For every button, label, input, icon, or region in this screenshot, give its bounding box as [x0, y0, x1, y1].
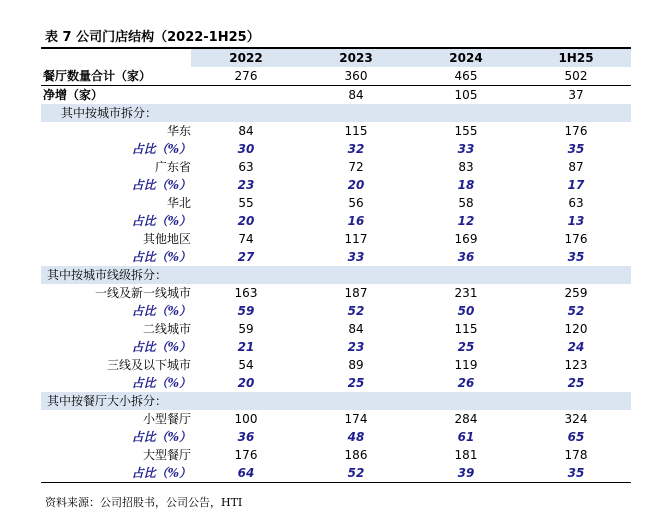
table-row	[41, 86, 631, 105]
value-cell: 59	[237, 304, 255, 318]
value-cell: 52	[567, 304, 585, 318]
value-cell: 52	[347, 304, 365, 318]
row-label: 广东省	[154, 160, 191, 174]
section-header-row	[41, 104, 631, 122]
store-structure-table	[41, 49, 631, 483]
row-label: 占比（%）	[41, 464, 191, 483]
value-cell: 84	[348, 322, 364, 336]
row-label: 占比（%）	[131, 340, 191, 354]
value-cell: 25	[457, 340, 475, 354]
value-cell: 16	[347, 214, 365, 228]
value-cell: 123	[564, 358, 588, 372]
value-cell: 35	[567, 142, 585, 156]
value-cell: 187	[344, 286, 368, 300]
value-cell: 84	[348, 88, 364, 102]
value-cell: 18	[457, 178, 475, 192]
value-cell: 56	[348, 196, 364, 210]
value-cell: 24	[567, 340, 585, 354]
row-label: 二线城市	[142, 322, 191, 336]
table-row	[41, 320, 631, 338]
table-row	[41, 356, 631, 374]
row-label: 占比（%）	[131, 376, 191, 390]
value-cell: 105	[454, 88, 478, 102]
value-cell: 65	[567, 430, 585, 444]
row-label: 其他地区	[142, 232, 191, 246]
value-cell: 174	[344, 412, 368, 426]
value-cell: 117	[344, 232, 368, 246]
table-row	[41, 248, 631, 266]
value-cell: 176	[564, 232, 588, 246]
row-label: 占比（%）	[131, 250, 191, 264]
value-cell: 23	[237, 178, 255, 192]
value-cell: 20	[347, 178, 365, 192]
value-cell: 52	[301, 464, 411, 483]
value-cell: 59	[238, 322, 254, 336]
value-cell: 21	[237, 340, 255, 354]
value-cell: 12	[457, 214, 475, 228]
value-cell: 465	[411, 67, 521, 86]
value-cell: 63	[568, 196, 584, 210]
table-row	[41, 428, 631, 446]
value-cell: 176	[234, 448, 258, 462]
section-title: 其中按餐厅大小拆分：	[41, 392, 631, 410]
row-label: 占比（%）	[131, 430, 191, 444]
column-header: 1H25	[521, 49, 631, 67]
table-row	[41, 122, 631, 140]
row-label: 大型餐厅	[142, 448, 191, 462]
table-row	[41, 464, 631, 483]
table-row	[41, 410, 631, 428]
value-cell: 25	[567, 376, 585, 390]
table-row	[41, 374, 631, 392]
column-header: 2023	[301, 49, 411, 67]
table-row	[41, 230, 631, 248]
value-cell: 169	[454, 232, 478, 246]
row-label: 占比（%）	[131, 304, 191, 318]
table-row	[41, 194, 631, 212]
table-row	[41, 446, 631, 464]
table-row	[41, 338, 631, 356]
row-label: 华东	[166, 124, 191, 138]
value-cell: 17	[567, 178, 585, 192]
row-label: 占比（%）	[131, 214, 191, 228]
value-cell: 83	[458, 160, 474, 174]
value-cell: 20	[237, 376, 255, 390]
row-label: 净增（家）	[43, 88, 104, 102]
value-cell: 259	[564, 286, 588, 300]
row-label: 占比（%）	[131, 178, 191, 192]
value-cell: 89	[348, 358, 364, 372]
table-title: 表 7 公司门店结构（2022-1H25）	[45, 30, 260, 45]
value-cell: 178	[564, 448, 588, 462]
value-cell: 39	[411, 464, 521, 483]
section-title: 其中按城市拆分：	[41, 104, 631, 122]
value-cell: 33	[347, 250, 365, 264]
value-cell: 27	[237, 250, 255, 264]
value-cell: 72	[348, 160, 364, 174]
value-cell: 61	[457, 430, 475, 444]
table-row	[41, 176, 631, 194]
header-corner	[41, 49, 191, 67]
value-cell: 87	[568, 160, 584, 174]
value-cell: 35	[567, 250, 585, 264]
value-cell: 155	[454, 124, 478, 138]
value-cell: 63	[238, 160, 254, 174]
value-cell: 284	[454, 412, 478, 426]
source-note: 资料来源：公司招股书，公司公告，HTI	[45, 496, 243, 509]
value-cell: 120	[564, 322, 588, 336]
value-cell: 54	[238, 358, 254, 372]
value-cell: 84	[238, 124, 254, 138]
value-cell: 100	[234, 412, 258, 426]
value-cell: 30	[237, 142, 255, 156]
value-cell: 163	[234, 286, 258, 300]
table-row	[41, 302, 631, 320]
value-cell: 360	[301, 67, 411, 86]
value-cell: 23	[347, 340, 365, 354]
row-label: 小型餐厅	[142, 412, 191, 426]
value-cell: 33	[457, 142, 475, 156]
value-cell: 64	[191, 464, 301, 483]
value-cell: 37	[568, 88, 584, 102]
value-cell: 119	[454, 358, 478, 372]
value-cell: 74	[238, 232, 254, 246]
section-header-row	[41, 266, 631, 284]
row-label: 华北	[166, 196, 191, 210]
table-row	[41, 284, 631, 302]
value-cell: 25	[347, 376, 365, 390]
row-label: 三线及以下城市	[106, 358, 191, 372]
value-cell: 50	[457, 304, 475, 318]
row-label: 餐厅数量合计（家）	[41, 67, 191, 86]
row-label: 占比（%）	[131, 142, 191, 156]
row-label: 一线及新一线城市	[94, 286, 191, 300]
value-cell: 181	[454, 448, 478, 462]
table-row	[41, 140, 631, 158]
value-cell: 186	[344, 448, 368, 462]
section-header-row	[41, 392, 631, 410]
value-cell: 55	[238, 196, 254, 210]
value-cell: 115	[454, 322, 478, 336]
value-cell: 231	[454, 286, 478, 300]
value-cell: 13	[567, 214, 585, 228]
value-cell: 32	[347, 142, 365, 156]
table-body	[41, 67, 631, 483]
header-row	[41, 49, 631, 67]
value-cell: 176	[564, 124, 588, 138]
value-cell: 276	[191, 67, 301, 86]
value-cell: 26	[457, 376, 475, 390]
column-header: 2024	[411, 49, 521, 67]
column-header: 2022	[191, 49, 301, 67]
value-cell: 35	[521, 464, 631, 483]
value-cell: 20	[237, 214, 255, 228]
value-cell: 36	[237, 430, 255, 444]
table-row	[41, 67, 631, 86]
section-title: 其中按城市线级拆分：	[41, 266, 631, 284]
value-cell: 36	[457, 250, 475, 264]
value-cell: 58	[458, 196, 474, 210]
value-cell	[191, 86, 301, 105]
value-cell: 48	[347, 430, 365, 444]
table-row	[41, 212, 631, 230]
value-cell: 502	[521, 67, 631, 86]
value-cell: 324	[564, 412, 588, 426]
table-row	[41, 158, 631, 176]
value-cell: 115	[344, 124, 368, 138]
